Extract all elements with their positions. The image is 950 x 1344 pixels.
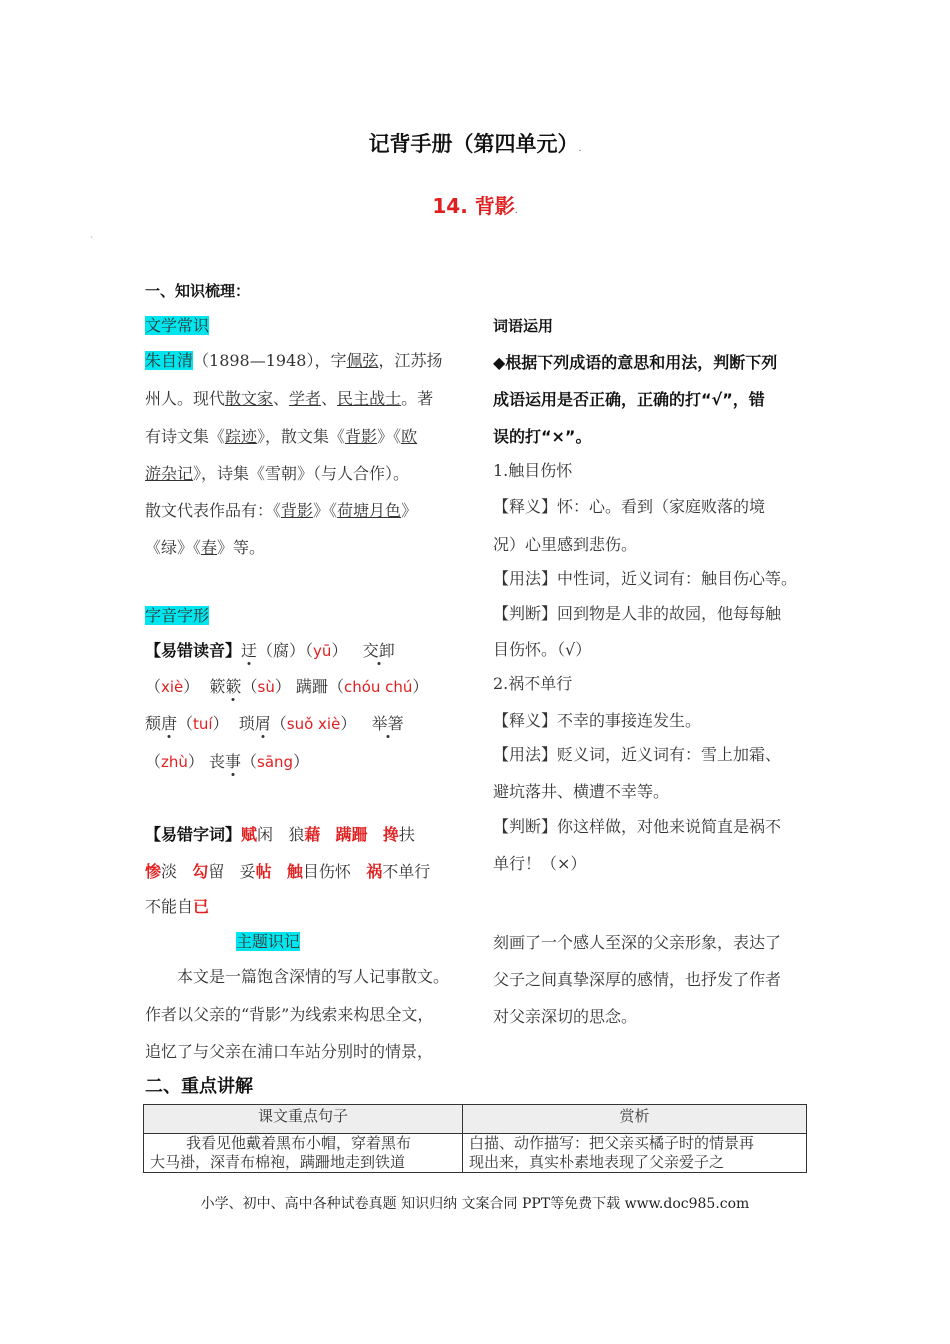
vocab-question-2: 成语运用是否正确，正确的打“√”，错 — [493, 390, 765, 409]
theme-line-3: 追忆了与父亲在浦口车站分别时的情景， — [145, 1042, 434, 1061]
literature-line-6: 《绿》《春》等。 — [145, 538, 266, 557]
vocab-question-3: 误的打“×”。 — [493, 427, 592, 446]
idiom-1-usage: 【用法】中性词，近义词有：触目伤心等。 — [493, 569, 798, 588]
idiom-2-usage-2: 避坑落井、横遭不幸等。 — [493, 782, 670, 801]
literature-line-5: 散文代表作品有：《背影》《荷塘月色》 — [145, 501, 418, 520]
lesson-title: 14. 背影. — [432, 194, 518, 218]
theme-line-5: 父子之间真挚深厚的感情，也抒发了作者 — [493, 970, 782, 989]
idiom-1-meaning-1: 【释义】怀：心。看到（家庭败落的境 — [493, 497, 766, 516]
literature-line-3: 有诗文集《踪迹》，散文集《背影》《欧 — [145, 427, 418, 446]
theme-line-1: 本文是一篇饱含深情的写人记事散文。 — [177, 967, 450, 986]
theme-line-4: 刻画了一个感人至深的父亲形象，表达了 — [493, 933, 782, 952]
section-heading-knowledge: 一、知识梳理： — [145, 282, 251, 300]
idiom-2-title: 2.祸不单行 — [493, 674, 573, 693]
page-footer: 小学、初中、高中各种试卷真题 知识归纳 文案合同 PPT等免费下载 www.doc985.com — [200, 1196, 750, 1212]
idiom-1-title: 1.触目伤怀 — [493, 461, 573, 480]
vocab-heading: 词语运用 — [493, 317, 554, 335]
table-row — [144, 1134, 807, 1173]
idiom-2-meaning: 【释义】不幸的事接连发生。 — [493, 711, 702, 730]
idiom-1-meaning-2: 况）心里感到悲伤。 — [493, 535, 638, 554]
literature-line-4: 游杂记》，诗集《雪朝》（与人合作）。 — [145, 464, 410, 483]
pronunciation-line-3: 颓唐（tuí） 琐屑（suǒ xiè） 举箸 — [145, 714, 404, 733]
pronunciation-line-1: 【易错读音】迂（腐）（yū） 交卸 — [145, 641, 395, 660]
margin-mark: ` — [90, 236, 94, 245]
theme-heading: 主题识记 — [236, 932, 301, 951]
vocab-question-1: ◆根据下列成语的意思和用法，判断下列 — [493, 353, 778, 372]
table-cell-sentence: 我看见他戴着黑布小帽，穿着黑布 大马褂，深青布棉袍，蹒跚地走到铁道 — [144, 1134, 463, 1173]
table-header-row — [144, 1105, 807, 1134]
idiom-1-judge-2: 目伤怀。（√） — [493, 640, 592, 659]
pronunciation-heading: 字音字形 — [145, 606, 210, 625]
theme-line-2: 作者以父亲的“背影”为线索来构思全文， — [145, 1005, 434, 1024]
characters-line-3: 不能自已 — [145, 897, 210, 916]
pronunciation-line-2: （xiè） 簌簌（sù） 蹒跚（chóu chú） — [145, 677, 429, 696]
idiom-1-judge-1: 【判断】回到物是人非的故园，他每每触 — [493, 604, 782, 623]
characters-line-1: 【易错字词】赋闲 狼藉 蹒跚 搀扶 — [145, 825, 415, 844]
characters-line-2: 惨淡 勾留 妥帖 触目伤怀 祸不单行 — [145, 862, 431, 881]
literature-heading: 文学常识 — [145, 316, 210, 335]
table-header-analysis: 赏析 — [463, 1105, 807, 1134]
document-title: 记背手册（第四单元）. — [368, 132, 582, 156]
key-sentences-table — [143, 1104, 807, 1173]
section-heading-key-points: 二、重点讲解 — [145, 1076, 253, 1097]
theme-line-6: 对父亲深切的思念。 — [493, 1007, 638, 1026]
idiom-2-usage-1: 【用法】贬义词，近义词有：雪上加霜、 — [493, 745, 782, 764]
table-cell-analysis: 白描、动作描写：把父亲买橘子时的情景再 现出来，真实朴素地表现了父亲爱子之 — [463, 1134, 807, 1173]
pronunciation-line-4: （zhù） 丧事（sāng） — [145, 752, 310, 771]
idiom-2-judge-1: 【判断】你这样做，对他来说简直是祸不 — [493, 817, 782, 836]
table-header-sentence: 课文重点句子 — [144, 1105, 463, 1134]
idiom-2-judge-2: 单行！（×） — [493, 854, 587, 873]
literature-line-2: 州人。现代散文家、学者、民主战士。著 — [145, 389, 434, 408]
literature-line-1: 朱自清（1898—1948），字佩弦，江苏扬 — [145, 351, 443, 370]
